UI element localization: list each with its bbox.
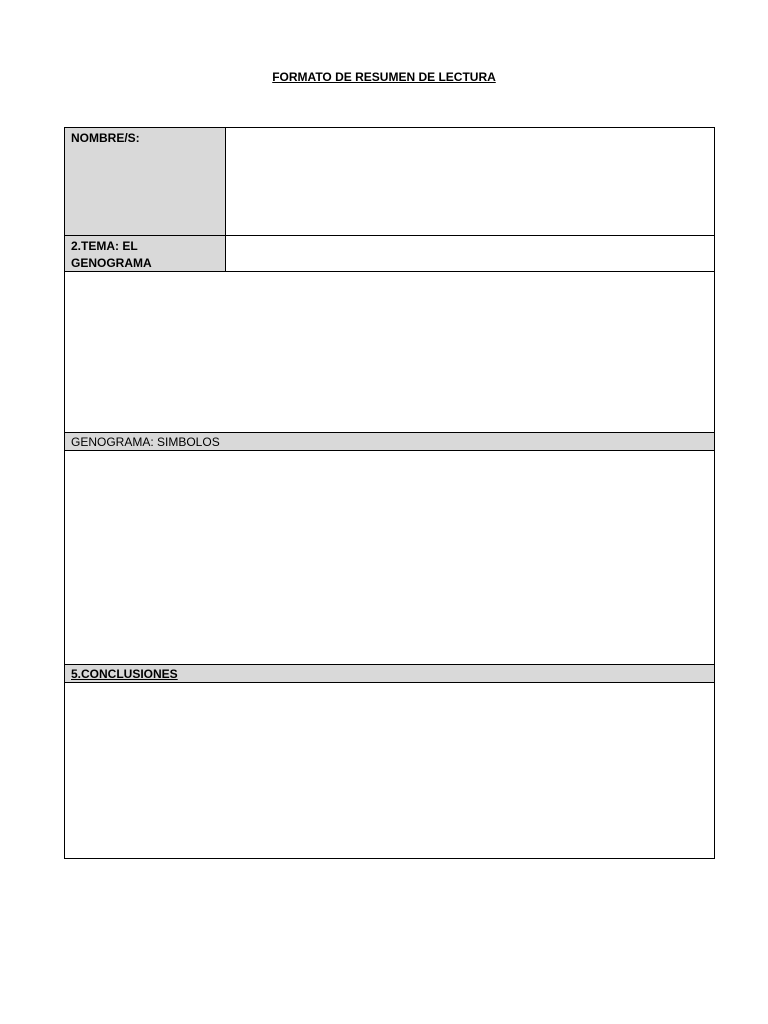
reading-summary-form [64, 127, 715, 859]
tema-content-area[interactable] [65, 272, 714, 433]
tema-row [65, 236, 714, 272]
nombre-row [65, 128, 714, 236]
tema-label: 2.TEMA: EL GENOGRAMA [65, 236, 226, 271]
conclusiones-header: 5.CONCLUSIONES [65, 665, 714, 683]
nombre-label: NOMBRE/S: [65, 128, 226, 235]
tema-field[interactable] [226, 236, 714, 271]
nombre-field[interactable] [226, 128, 714, 235]
simbolos-header: GENOGRAMA: SIMBOLOS [65, 433, 714, 451]
simbolos-content-area[interactable] [65, 451, 714, 665]
document-title: FORMATO DE RESUMEN DE LECTURA [272, 70, 496, 84]
conclusiones-content-area[interactable] [65, 683, 714, 858]
